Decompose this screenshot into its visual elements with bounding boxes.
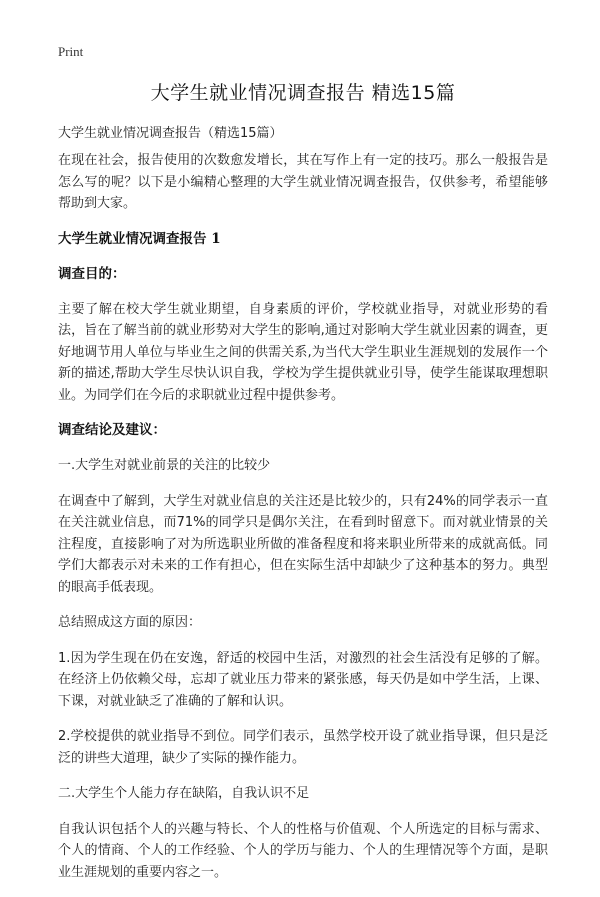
document-title: 大学生就业情况调查报告 精选15篇 <box>150 82 456 104</box>
document-body <box>58 150 548 897</box>
print-link[interactable]: Print <box>58 44 84 59</box>
reasons-intro: 总结照成这方面的原因： <box>58 615 202 630</box>
purpose-paragraph: 主要了解在校大学生就业期望，自身素质的评价，学校就业指导，对就业形势的看法，旨在了解当前的就业形势对大学生的影响,通过对影响大学生就业因素的调查，更好地调节用人单位与毕业生之间的供需关系,为当代大学生职业生涯规划的发展作一个新的描述,帮助大学生尽快认识自我，学校为学生提供就业引导，使学生能谋取理想职业。为同学们在今后的求职就业过程中提供参考。 <box>58 301 548 403</box>
intro-paragraph: 在现在社会，报告使用的次数愈发增长，其在写作上有一定的技巧。那么一般报告是怎么写的呢？以下是小编精心整理的大学生就业情况调查报告，仅供参考，希望能够帮助到大家。 <box>58 153 548 211</box>
report-1-heading: 大学生就业情况调查报告 1 <box>58 230 221 247</box>
point-1-paragraph: 在调查中了解到，大学生对就业信息的关注还是比较少的，只有24%的同学表示一直在关注就业信息，而71%的同学只是偶尔关注，在看到时留意下。而对就业情景的关注程度，直接影响了对为所选职业所做的准备程度和将来职业所带来的成就高低。同学们大都表示对未来的工作有担心，但在实际生活中却缺少了这种基本的努力。典型的眼高手低表现。 <box>58 493 548 595</box>
reason-1-paragraph: 1.因为学生现在仍在安逸，舒适的校园中生活，对激烈的社会生活没有足够的了解。在经济上仍依赖父母，忘却了就业压力带来的紧张感，每天仍是如中学生活，上课、下课，对就业缺乏了准确的了解和认识。 <box>58 650 548 709</box>
point-2-paragraph: 自我认识包括个人的兴趣与特长、个人的性格与价值观、个人所选定的目标与需求、个人的情商、个人的工作经验、个人的学历与能力、个人的生理情况等个方面，是职业生涯规划的重要内容之一。 <box>58 821 548 880</box>
point-1-title: 一.大学生对就业前景的关注的比较少 <box>58 458 271 473</box>
conclusion-heading: 调查结论及建议： <box>58 422 166 438</box>
reason-2-paragraph: 2.学校提供的就业指导不到位。同学们表示，虽然学校开设了就业指导课，但只是泛泛的讲些大道理，缺少了实际的操作能力。 <box>58 729 548 766</box>
point-2-title: 二.大学生个人能力存在缺陷，自我认识不足 <box>58 786 310 801</box>
purpose-heading: 调查目的： <box>58 265 126 282</box>
document-subtitle: 大学生就业情况调查报告（精选15篇） <box>58 126 283 141</box>
